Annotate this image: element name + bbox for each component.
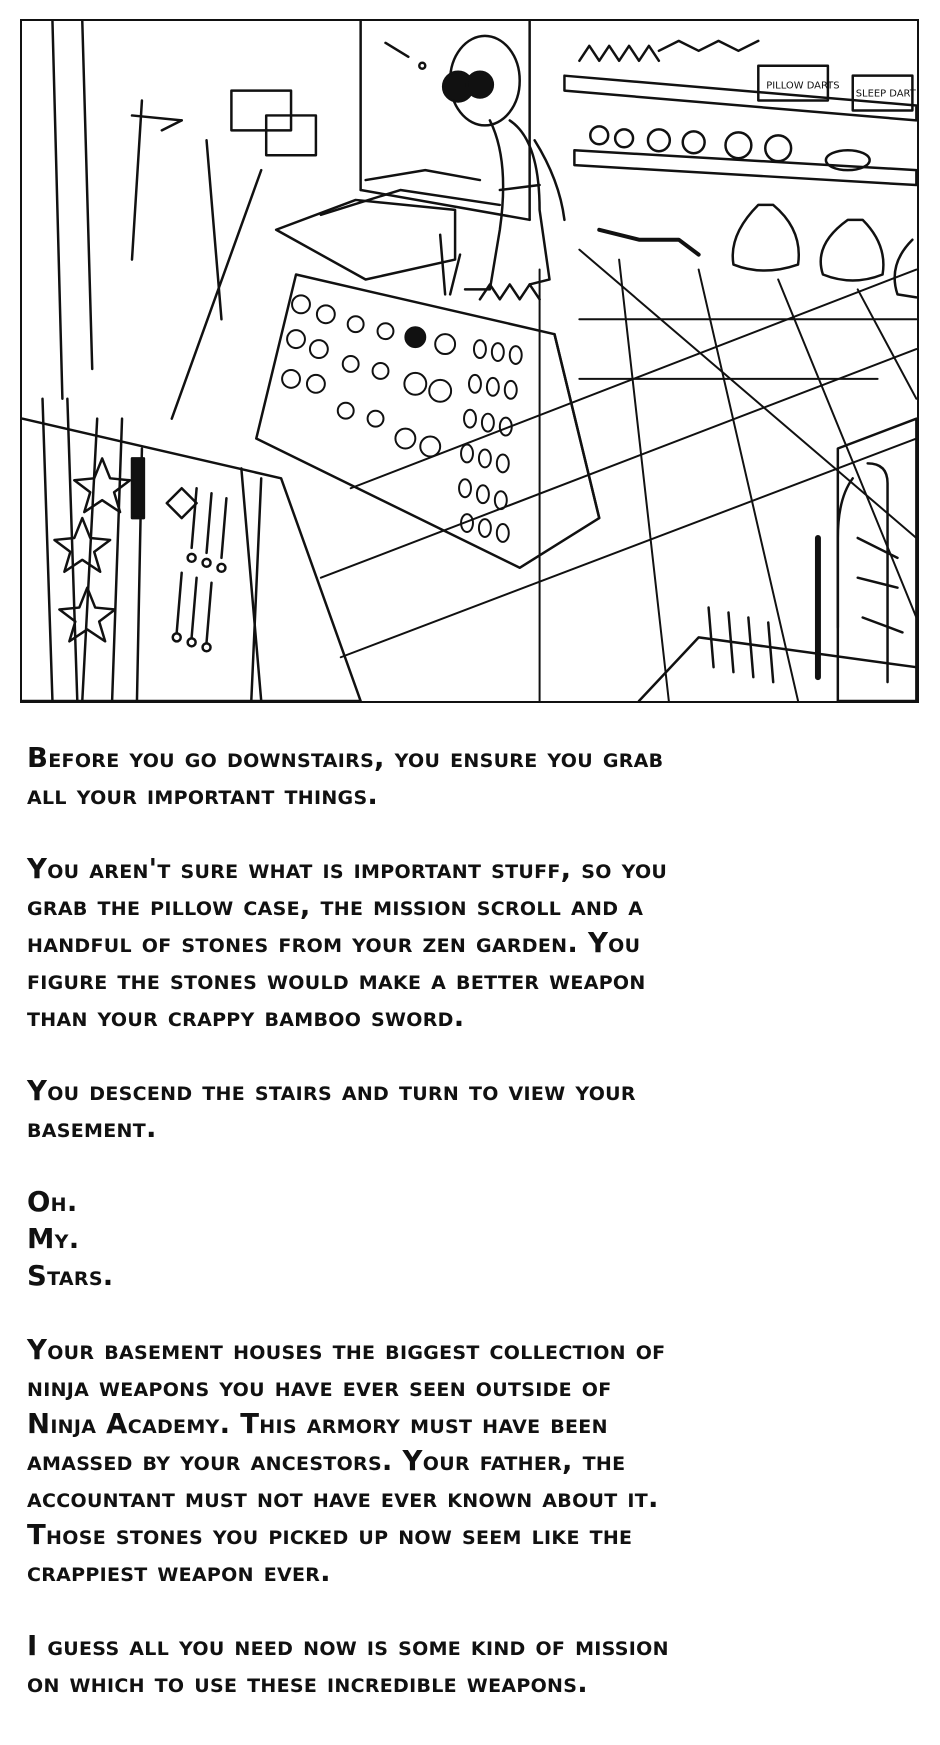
story-line: on which to use these incredible weapons. [27,1667,588,1699]
story-line: Your basement houses the biggest collection of [27,1334,666,1366]
story-line: ninja weapons you have ever seen outside of [27,1371,612,1403]
paragraph-1 [27,740,917,814]
paragraph-2 [27,851,917,1036]
story-text [27,740,917,1739]
story-line: crappiest weapon ever. [27,1556,331,1588]
story-line: than your crappy bamboo sword. [27,1001,465,1033]
tiled-floor [321,250,916,701]
story-line: handful of stones from your zen garden. You [27,927,641,959]
story-line: accountant must not have ever known about it. [27,1482,659,1514]
story-line: figure the stones would make a better weapon [27,964,646,996]
story-line: Before you go downstairs, you ensure you grab [27,742,664,774]
story-line: I guess all you need now is some kind of mission [27,1630,669,1662]
story-line: Oh. [27,1186,78,1218]
comic-panel [20,19,919,703]
paragraph-3 [27,1073,917,1147]
display-items [282,295,522,542]
paragraph-5 [27,1332,917,1591]
back-wall [231,21,529,220]
armory-illustration [22,21,917,701]
sword-rack [23,399,361,701]
story-line: Those stones you picked up now seem like the [27,1519,633,1551]
story-line: Ninja Academy. This armory must have been [27,1408,608,1440]
story-line: amassed by your ancestors. Your father, the [27,1445,626,1477]
shelf-label-pillow-darts: PILLOW DARTS [766,80,840,92]
story-line: My. [27,1223,80,1255]
story-line: basement. [27,1112,157,1144]
paragraph-6 [27,1628,917,1702]
throwing-star-display [256,235,599,568]
story-line: You descend the stairs and turn to view your [27,1075,636,1107]
chain-weapon-rack [639,419,916,701]
story-line: grab the pillow case, the mission scroll and a [27,890,644,922]
shelf-label-sleep-dart: SLEEP DART [855,88,916,100]
story-line: You aren't sure what is important stuff, so you [27,853,668,885]
ninja-character [385,36,698,290]
paragraph-4 [27,1184,917,1295]
story-line: all your important things. [27,779,379,811]
weapon-shelves [564,41,916,297]
story-line: Stars. [27,1260,114,1292]
